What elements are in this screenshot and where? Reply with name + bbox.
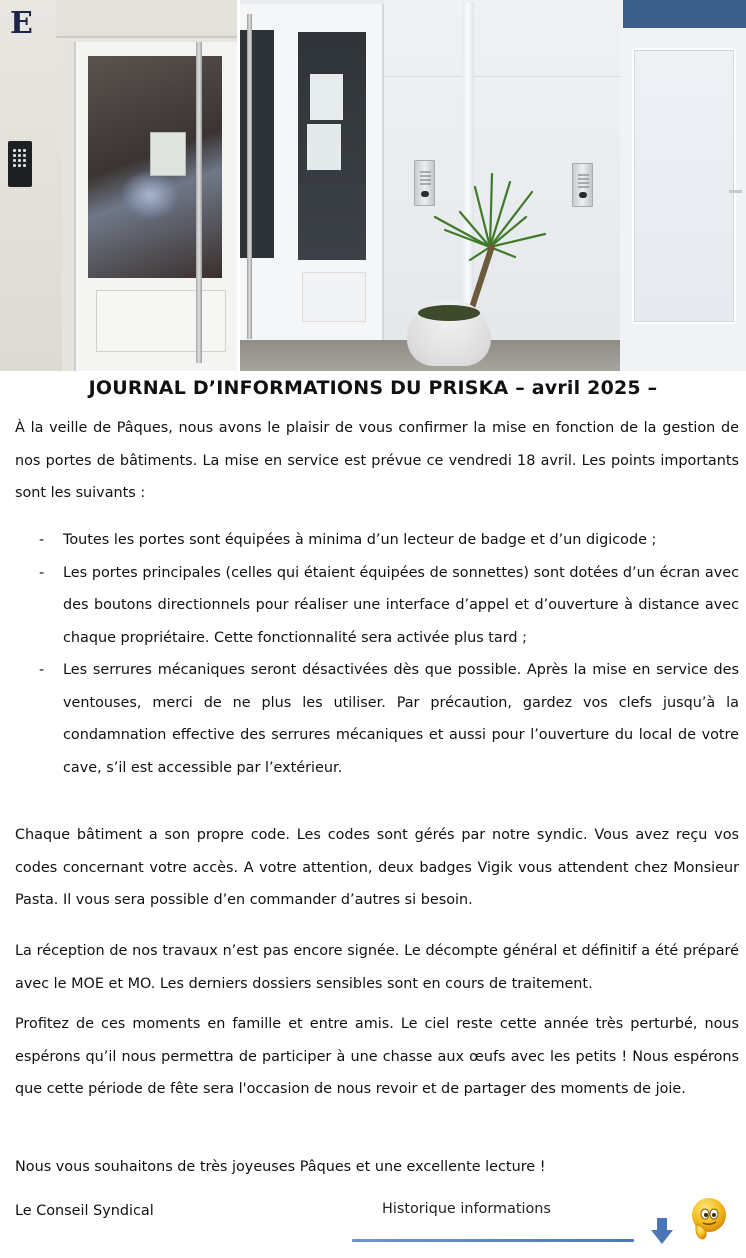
thinking-smiley-icon [687,1197,729,1241]
arrow-down-icon[interactable] [651,1218,673,1244]
photo-entrance-intercoms [240,0,746,371]
door-handle-bar [196,42,202,363]
key-points-list [15,524,739,784]
intro-paragraph: À la veille de Pâques, nous avons le plaisir de vous confirmer la mise en fonction de la gestion de nos portes de bâtiments. La mise en service est prévue ce vendredi 18 avril. Les points importants sont les suivants : [15,420,739,501]
newsletter-title: JOURNAL D’INFORMATIONS DU PRISKA – avril 2025 – [88,377,658,399]
intercom-panel-icon [572,163,593,207]
bullet-marker: - [39,564,45,581]
photo-entrance-door-e [0,0,237,371]
bullet-marker: - [39,662,45,678]
history-information-link[interactable] [352,1196,634,1244]
list-item-text: Les portes principales (celles qui étaient équipées de sonnettes) sont dotées d’un écran avec des boutons directionnels pour réaliser une interface d’appel et d’ouverture à distance avec chaque propriétaire. Cette fonctionnalité sera activée plus tard ; [63,564,739,646]
link-underline [352,1239,634,1242]
list-item [15,557,739,655]
building-letter: E [10,6,33,41]
works-paragraph: La réception de nos travaux n’est pas encore signée. Le décompte général et définitif a été préparé avec le MOE et MO. Les derniers dossiers sensibles sont en cours de traitement. [15,943,739,992]
codes-paragraph: Chaque bâtiment a son propre code. Les codes sont gérés par notre syndic. Vous avez reçu vos codes concernant votre accès. A votre attention, deux badges Vigik vous attendent chez Monsieur Pasta. Il vous sera possible d’en commander d’autres si besoin. [15,827,739,908]
keypad-icon [8,141,32,187]
drain-pipe [462,2,474,324]
door-handle [729,190,742,193]
history-link-label: Historique informations [382,1201,551,1217]
list-item [15,654,739,784]
closing-line: Nous vous souhaitons de très joyeuses Pâques et une excellente lecture ! [15,1159,546,1175]
list-item-text: Les serrures mécaniques seront désactivées dès que possible. Après la mise en service des ventouses, merci de ne plus les utiliser. Par précaution, gardez vos clefs jusqu’à la condamnation effective des serrures mécaniques et aussi pour l’ouverture du local de votre cave, s’il est accessible par l’extérieur. [63,662,739,776]
list-item-text: Toutes les portes sont équipées à minima d’un lecteur de badge et d’un digicode ; [63,532,657,548]
posted-notice [307,124,341,170]
door-handle-bar [247,14,252,339]
signature: Le Conseil Syndical [15,1203,154,1219]
easter-paragraph: Profitez de ces moments en famille et entre amis. Le ciel reste cette année très perturbé, nous espérons qu’il nous permettra de participer à une chasse aux œufs avec les petits ! Nous espérons que cette période de fête sera l'occasion de nous revoir et de partager des moments de joie. [15,1016,739,1097]
header-photos [0,0,746,371]
posted-notice [150,132,186,176]
list-item [15,524,739,557]
posted-notice [310,74,343,120]
bullet-marker: - [39,532,45,548]
